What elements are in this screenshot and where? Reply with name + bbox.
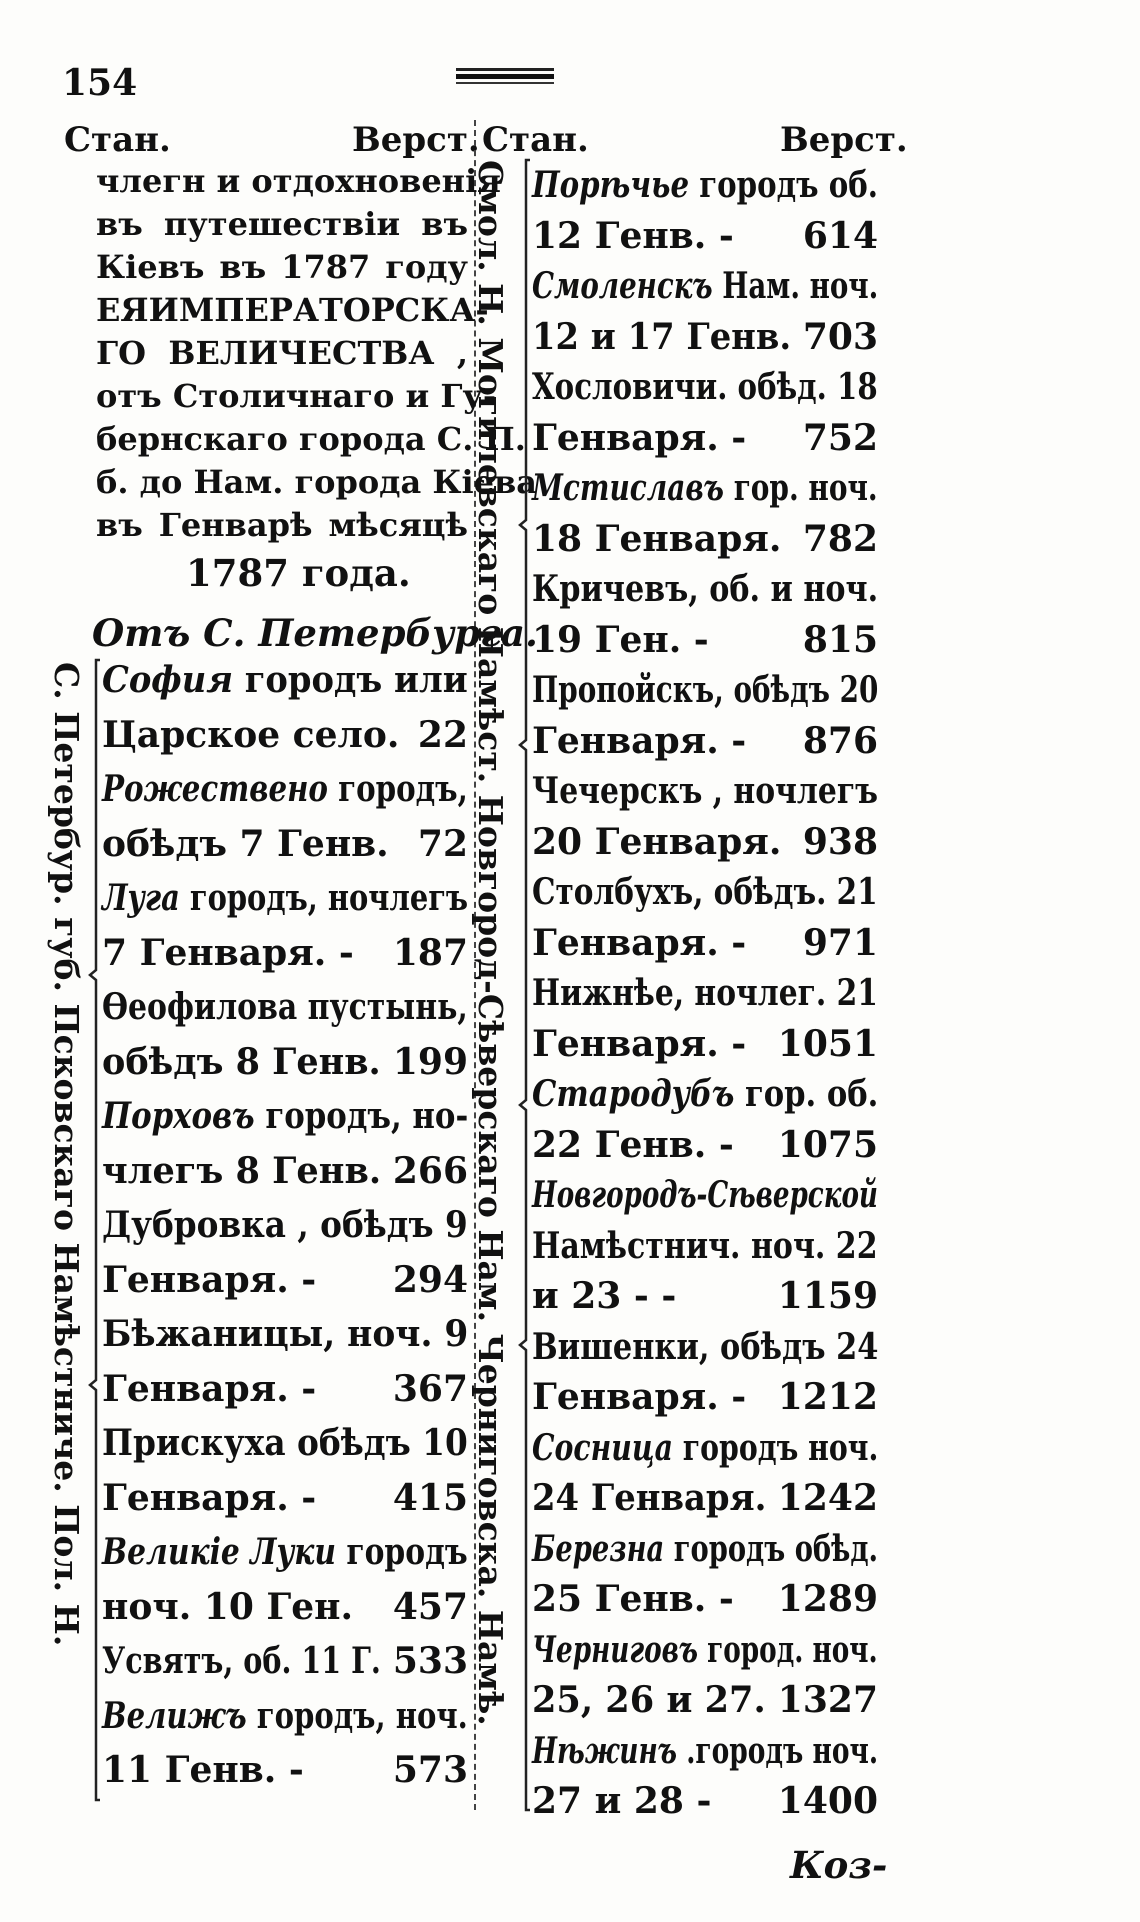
- place-name: Стародубъ: [532, 1073, 735, 1115]
- place-name: Смоленскъ: [532, 265, 713, 307]
- verst-value: 266: [392, 1149, 468, 1192]
- place-name: София: [102, 659, 234, 701]
- itinerary-detail: городъ ноч.: [672, 1426, 879, 1469]
- verst-value: 752: [802, 416, 878, 459]
- place-name: Мстиславъ: [532, 467, 724, 509]
- itinerary-detail: городъ: [336, 1531, 468, 1573]
- intro-line: бернскаго города С. П.: [96, 420, 526, 458]
- verst-value: 815: [802, 618, 878, 661]
- itinerary-detail: городъ об.: [689, 164, 878, 206]
- itinerary-detail: 18 Генваря.: [532, 517, 782, 560]
- from-line: Отъ С. Петербурга.: [92, 611, 538, 655]
- itinerary-detail: Генваря. -: [532, 416, 747, 459]
- itinerary-detail: 25, 26 и 27.: [532, 1679, 766, 1721]
- itinerary-detail: Прискуха обѣдъ 10: [102, 1422, 468, 1464]
- verst-value: 72: [417, 822, 468, 865]
- itinerary-detail: городъ, ноч.: [246, 1694, 468, 1737]
- intro-line: ЕЯИМПЕРАТОРСКА-: [96, 291, 489, 329]
- verst-value: 1075: [777, 1123, 878, 1166]
- itinerary-detail: Генваря. -: [532, 921, 747, 964]
- itinerary-detail: 12 и 17 Генв.: [532, 315, 792, 358]
- intro-line: б. до Нам. города Кіева: [96, 463, 537, 501]
- itinerary-detail: обѣдъ 8 Генв.: [102, 1040, 381, 1083]
- right-header-stan: Стан.: [482, 120, 589, 160]
- itinerary-detail: Дубровка , обѣдъ 9: [102, 1204, 468, 1246]
- verst-value: 1400: [777, 1780, 878, 1822]
- itinerary-detail: гор. ноч.: [723, 467, 878, 509]
- place-name: Сосница: [532, 1426, 673, 1469]
- intro-line: отъ Столичнаго и Гу-: [96, 377, 497, 415]
- verst-value: 1327: [777, 1679, 878, 1721]
- itinerary-detail: .городъ ноч.: [677, 1729, 879, 1772]
- itinerary-detail: Ѳеофилова пустынь,: [102, 986, 468, 1028]
- page-number: 154: [62, 62, 138, 104]
- itinerary-detail: Генваря. -: [102, 1476, 317, 1519]
- itinerary-detail: Столбухъ, обѣдъ. 21: [532, 871, 878, 913]
- itinerary-detail: Генваря. -: [102, 1367, 317, 1410]
- itinerary-detail: Хословичи. обѣд. 18: [532, 366, 878, 408]
- intro-line: въ путешествіи въ: [96, 205, 468, 243]
- itinerary-detail: городъ, но-: [254, 1095, 469, 1137]
- verst-value: 457: [392, 1585, 468, 1628]
- place-name: Велижъ: [102, 1694, 247, 1737]
- itinerary-detail: Намѣстнич. ноч. 22: [532, 1224, 878, 1267]
- itinerary-detail: Генваря. -: [532, 1022, 747, 1065]
- left-header-stan: Стан.: [64, 120, 171, 160]
- place-name: Порховъ: [102, 1095, 255, 1137]
- verst-value: 573: [392, 1749, 468, 1791]
- verst-value: 1212: [777, 1376, 878, 1418]
- verst-value: 703: [802, 315, 878, 358]
- catchword: Коз-: [790, 1843, 888, 1887]
- place-name: Новгородъ-Сѣверской: [532, 1174, 878, 1216]
- itinerary-detail: Генваря. -: [532, 1376, 747, 1418]
- itinerary-detail: гор. об.: [734, 1073, 879, 1115]
- itinerary-detail: 25 Генв. -: [532, 1578, 734, 1620]
- itinerary-detail: Пропойскъ, обѣдъ 20: [532, 669, 879, 711]
- itinerary-detail: обѣдъ 7 Генв.: [102, 822, 389, 865]
- right-header-verst: Верст.: [780, 120, 908, 160]
- intro-line: члегн и отдохновенія: [96, 162, 501, 200]
- itinerary-detail: Генваря. -: [102, 1258, 317, 1301]
- intro-line: ГО ВЕЛИЧЕСТВА ,: [96, 334, 468, 372]
- place-name: Нѣжинъ: [532, 1729, 678, 1772]
- itinerary-detail: 27 и 28 -: [532, 1780, 712, 1822]
- itinerary-detail: 20 Генваря.: [532, 820, 782, 863]
- itinerary-detail: Чечерскъ , ночлегъ: [532, 770, 879, 812]
- itinerary-detail: Бѣжаницы, ноч. 9: [102, 1313, 469, 1355]
- place-name: Великіе Луки: [102, 1531, 337, 1573]
- verst-value: 782: [802, 517, 878, 560]
- verst-value: 533: [392, 1640, 468, 1682]
- verst-value: 938: [802, 820, 878, 863]
- itinerary-detail: Нам. ноч.: [712, 265, 879, 307]
- itinerary-detail: Усвятъ, об. 11 Г.: [102, 1640, 381, 1682]
- verst-value: 415: [392, 1476, 468, 1519]
- verst-value: 294: [392, 1258, 468, 1301]
- verst-value: 367: [392, 1367, 468, 1410]
- place-name: Березна: [532, 1527, 665, 1570]
- itinerary-detail: 22 Генв. -: [532, 1123, 734, 1166]
- verst-value: 1159: [777, 1275, 878, 1317]
- itinerary-detail: городъ,: [327, 768, 468, 810]
- itinerary-detail: городъ, ночлегъ: [179, 877, 469, 919]
- left-side-label: С. Петербур. губ. Псковскаго Намѣстниче. Пол. Н.: [47, 662, 86, 1647]
- place-name: Рожествено: [102, 768, 328, 810]
- verst-value: 1242: [777, 1477, 878, 1519]
- verst-value: 187: [392, 931, 468, 974]
- itinerary-detail: 19 Ген. -: [532, 618, 709, 661]
- itinerary-detail: городъ или: [233, 659, 468, 701]
- itinerary-detail: ноч. 10 Ген.: [102, 1585, 354, 1628]
- itinerary-detail: члегъ 8 Генв.: [102, 1149, 382, 1192]
- place-name: Черниговъ: [532, 1628, 699, 1671]
- itinerary-detail: 24 Генваря.: [532, 1477, 767, 1519]
- verst-value: 971: [802, 921, 878, 964]
- itinerary-detail: Генваря. -: [532, 719, 747, 762]
- verst-value: 1289: [777, 1578, 878, 1620]
- itinerary-detail: городъ обѣд.: [664, 1527, 879, 1570]
- itinerary-detail: город. ноч.: [698, 1628, 878, 1671]
- right-side-label: Смол. Н. Могилевскаго Намѣст. Новгород-Сѣверскаго Нам. Черниговска. Намѣ.: [471, 160, 510, 1726]
- verst-value: 876: [802, 719, 878, 762]
- itinerary-detail: Царское село.: [102, 713, 400, 756]
- place-name: Порѣчье: [532, 164, 690, 206]
- itinerary-detail: 12 Генв. -: [532, 214, 734, 257]
- itinerary-detail: и 23 - -: [532, 1275, 677, 1317]
- verst-value: 1051: [777, 1022, 878, 1065]
- verst-value: 199: [392, 1040, 468, 1083]
- year-line: 1787 года.: [186, 551, 411, 595]
- itinerary-detail: Нижнѣе, ночлег. 21: [532, 972, 878, 1014]
- left-header-verst: Верст.: [352, 120, 480, 160]
- intro-line: въ Генварѣ мѣсяцѣ: [96, 506, 468, 544]
- itinerary-detail: Кричевъ, об. и ноч.: [532, 568, 879, 610]
- itinerary-detail: 11 Генв. -: [102, 1749, 304, 1791]
- itinerary-detail: Вишенки, обѣдъ 24: [532, 1325, 879, 1368]
- intro-line: Кіевъ въ 1787 году: [96, 248, 468, 286]
- place-name: Луга: [102, 877, 180, 919]
- itinerary-detail: 7 Генваря. -: [102, 931, 354, 974]
- verst-value: 22: [417, 713, 468, 756]
- verst-value: 614: [802, 214, 878, 257]
